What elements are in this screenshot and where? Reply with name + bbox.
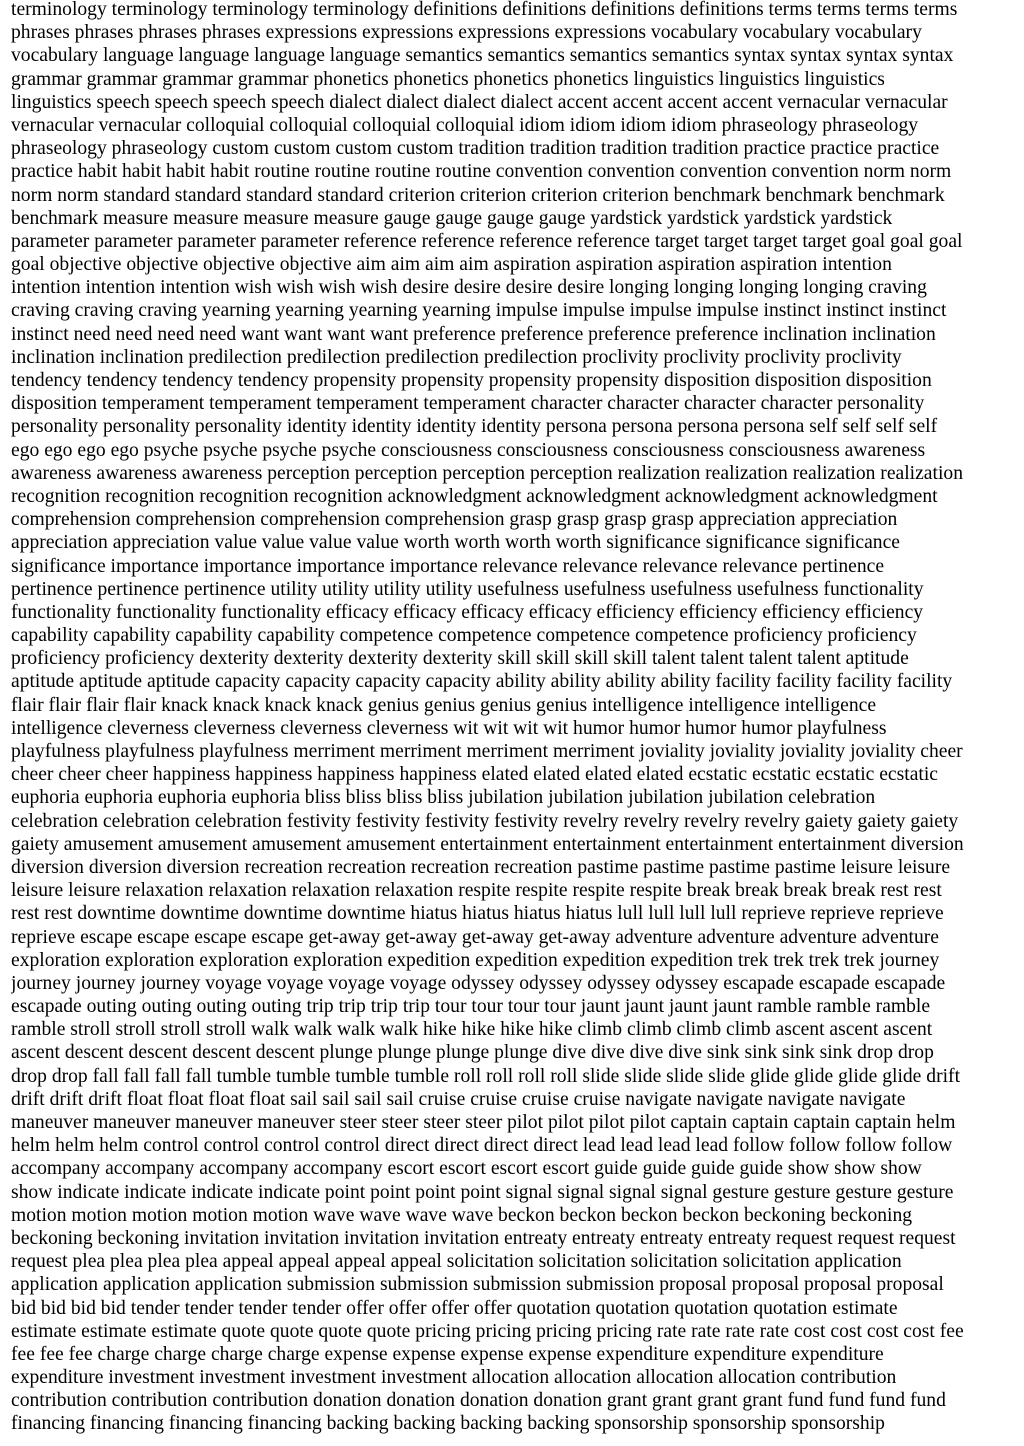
text-line: capability capability capability capability competence competence competence competence proficiency proficiency [11, 625, 917, 647]
text-line: recognition recognition recognition recognition acknowledgment acknowledgment acknowledgment acknowledgment [11, 485, 938, 507]
text-line: playfulness playfulness playfulness merriment merriment merriment merriment joviality joviality joviality joviality cheer [11, 741, 963, 762]
text-line: comprehension comprehension comprehension comprehension grasp grasp grasp grasp appreciation appreciation [11, 509, 898, 531]
text-line: benchmark measure measure measure measure gauge gauge gauge gauge yardstick yardstick yardstick yardstick [11, 207, 893, 229]
text-line: cheer cheer cheer happiness happiness happiness happiness elated elated elated elated ecstatic ecstatic ecstatic ecstatic [11, 764, 938, 786]
text-line: helm helm helm control control control control direct direct direct direct lead lead lead lead follow follow follow follow [11, 1135, 953, 1157]
text-line: vernacular vernacular colloquial colloquial colloquial colloquial idiom idiom idiom idiom phraseology phraseology [11, 114, 919, 136]
text-line: intention intention intention wish wish wish wish desire desire desire desire longing longing longing longing craving [11, 277, 927, 299]
text-line: contribution contribution contribution donation donation donation donation grant grant grant grant fund fund fund fund [11, 1390, 946, 1412]
text-line: proficiency proficiency dexterity dexterity dexterity dexterity skill skill skill skill talent talent talent talent aptitude [11, 648, 909, 670]
text-line: exploration exploration exploration exploration expedition expedition expedition expedition trek trek trek trek journey [11, 949, 940, 971]
text-line: celebration celebration celebration festivity festivity festivity festivity revelry revelry revelry revelry gaiety gaiety gaiety [11, 810, 959, 832]
text-line: show indicate indicate indicate indicate point point point point signal signal signal signal gesture gesture gesture gesture [11, 1181, 954, 1203]
text-line: drop drop fall fall fall fall tumble tumble tumble tumble roll roll roll roll slide slide slide slide glide glide glide glide drift [11, 1065, 961, 1087]
text-line: application application application submission submission submission submission proposal proposal proposal proposal [11, 1274, 944, 1296]
text-line: euphoria euphoria euphoria euphoria bliss bliss bliss bliss jubilation jubilation jubilation jubilation celebration [11, 787, 876, 809]
text-line: goal objective objective objective objective aim aim aim aim aspiration aspiration aspiration aspiration intention [11, 254, 892, 276]
text-line: parameter parameter parameter parameter reference reference reference reference target target target target goal goal goal [11, 230, 963, 252]
text-line: significance importance importance importance importance relevance relevance relevance relevance pertinence [11, 555, 885, 577]
text-line: intelligence cleverness cleverness cleverness cleverness wit wit wit wit humor humor humor humor playfulness [11, 717, 887, 739]
text-line: ramble stroll stroll stroll stroll walk walk walk walk hike hike hike hike climb climb climb climb ascent ascent ascent [11, 1019, 933, 1041]
text-line: ascent descent descent descent descent plunge plunge plunge plunge dive dive dive dive sink sink sink sink drop drop [11, 1042, 934, 1064]
text-line: inclination inclination predilection predilection predilection predilection proclivity proclivity proclivity proclivity [11, 346, 902, 368]
text-line: request plea plea plea plea appeal appeal appeal appeal solicitation solicitation solicitation solicitation application [11, 1251, 902, 1273]
text-line: financing financing financing financing backing backing backing backing sponsorship sponsorship sponsorship [11, 1413, 885, 1435]
text-line: journey journey journey voyage voyage voyage voyage odyssey odyssey odyssey odyssey escapade escapade escapade [11, 972, 946, 994]
text-line: grammar grammar grammar grammar phonetics phonetics phonetics phonetics linguistics linguistics linguistics [11, 68, 885, 90]
text-line: disposition temperament temperament temperament temperament character character character character personality [11, 393, 925, 415]
text-line: fee fee fee charge charge charge charge expense expense expense expense expenditure expenditure expenditure [11, 1343, 884, 1365]
text-line: practice habit habit habit habit routine routine routine routine convention convention convention convention norm norm [11, 161, 952, 183]
text-line: beckoning beckoning invitation invitation invitation invitation entreaty entreaty entreaty entreaty request request request [11, 1227, 956, 1249]
text-line: phraseology phraseology custom custom custom custom tradition tradition tradition tradition practice practice practice [11, 138, 940, 160]
text-line: motion motion motion motion motion wave wave wave wave beckon beckon beckon beckon beckoning beckoning [11, 1204, 913, 1226]
text-line: maneuver maneuver maneuver maneuver steer steer steer steer pilot pilot pilot pilot captain captain captain captain helm [11, 1112, 956, 1133]
text-line: vocabulary language language language language semantics semantics semantics semantics syntax syntax syntax syntax [11, 45, 954, 67]
text-line: diversion diversion diversion recreation recreation recreation recreation pastime pastime pastime pastime leisure leisure [11, 856, 951, 878]
text-line: rest rest downtime downtime downtime downtime hiatus hiatus hiatus hiatus lull lull lull lull reprieve reprieve reprieve [11, 903, 944, 925]
text-line: expenditure investment investment investment investment allocation allocation allocation allocation contribution [11, 1367, 897, 1389]
text-line: norm norm standard standard standard standard criterion criterion criterion criterion benchmark benchmark benchmark [11, 184, 945, 206]
text-line: escapade outing outing outing outing trip trip trip trip tour tour tour tour jaunt jaunt jaunt jaunt ramble ramble ramble [11, 996, 931, 1018]
text-line: drift drift drift float float float float sail sail sail sail cruise cruise cruise cruise navigate navigate navigate navigate [11, 1088, 906, 1110]
text-line: bid bid bid bid tender tender tender tender offer offer offer offer quotation quotation quotation quotation estimate [11, 1297, 898, 1319]
text-line: accompany accompany accompany accompany escort escort escort escort guide guide guide guide show show show [11, 1158, 922, 1180]
text-line: linguistics speech speech speech speech dialect dialect dialect dialect accent accent accent accent vernacular vernacular [11, 91, 948, 113]
text-line: flair flair flair flair knack knack knack knack genius genius genius genius intelligence intelligence intelligence [11, 694, 877, 716]
text-line: pertinence pertinence pertinence utility utility utility utility usefulness usefulness usefulness usefulness functionality [11, 578, 924, 600]
body-text [11, 0, 1024, 1436]
text-line: tendency tendency tendency tendency propensity propensity propensity propensity disposition disposition disposition [11, 370, 932, 391]
text-line: ego ego ego ego psyche psyche psyche psyche consciousness consciousness consciousness consciousness awareness [11, 439, 926, 461]
text-line: personality personality personality identity identity identity identity persona persona persona persona self self self self [11, 416, 938, 438]
text-line: gaiety amusement amusement amusement amusement entertainment entertainment entertainment entertainment diversion [11, 833, 964, 855]
text-line: terminology terminology terminology terminology definitions definitions definitions definitions terms terms terms terms [11, 0, 958, 20]
text-line: reprieve escape escape escape escape get-away get-away get-away get-away adventure adventure adventure adventure [11, 926, 939, 948]
text-line: leisure leisure relaxation relaxation relaxation relaxation respite respite respite respite break break break break rest rest [11, 880, 942, 902]
text-line: phrases phrases phrases phrases expressions expressions expressions expressions vocabulary vocabulary vocabulary [11, 22, 922, 44]
text-line: appreciation appreciation value value value value worth worth worth worth significance significance significance [11, 532, 900, 554]
text-line: functionality functionality functionality efficacy efficacy efficacy efficacy efficiency efficiency efficiency efficiency [11, 601, 924, 623]
text-line: instinct need need need need want want want want preference preference preference preference inclination inclination [11, 323, 936, 345]
text-line: awareness awareness awareness perception perception perception perception realization realization realization realization [11, 462, 963, 484]
text-line: estimate estimate estimate quote quote quote quote pricing pricing pricing pricing rate rate rate rate cost cost cost cost fee [11, 1320, 964, 1342]
text-line: aptitude aptitude aptitude capacity capacity capacity capacity ability ability ability ability facility facility facility facility [11, 671, 953, 693]
text-line: craving craving craving yearning yearning yearning yearning impulse impulse impulse impulse instinct instinct instinct [11, 300, 947, 322]
